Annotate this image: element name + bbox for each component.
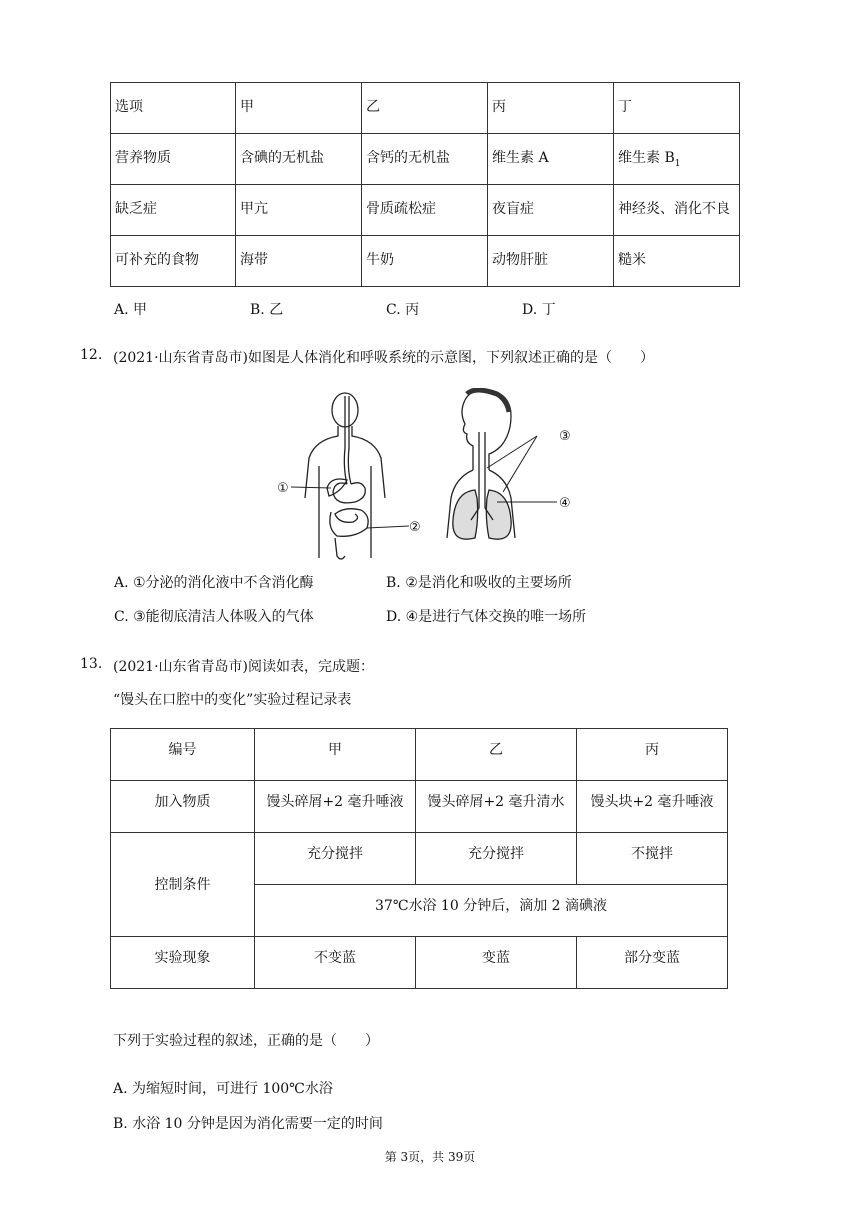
label-3: ③ [559, 429, 571, 444]
table-cell: 馒头碎屑+2 毫升清水 [416, 781, 577, 833]
table-row [111, 134, 740, 185]
table-cell: 牛奶 [362, 236, 488, 287]
digestive-respiratory-figure [275, 388, 585, 568]
table-cell: 含钙的无机盐 [362, 134, 488, 185]
table-row [111, 937, 728, 989]
page-footer: 第 3页，共 39页 [384, 1150, 476, 1164]
table-title: “馒头在口腔中的变化”实验过程记录表 [113, 692, 352, 708]
table-cell: 丁 [614, 83, 740, 134]
table-cell: 骨质疏松症 [362, 185, 488, 236]
table-cell: 馒头块+2 毫升唾液 [577, 781, 728, 833]
table-cell: 动物肝脏 [488, 236, 614, 287]
table-cell: 不变蓝 [255, 937, 416, 989]
table-row [111, 833, 728, 885]
table-cell: 控制条件 [111, 833, 255, 937]
option-d: D. 丁 [522, 302, 556, 318]
label-1: ① [277, 481, 289, 496]
table-cell: 部分变蓝 [577, 937, 728, 989]
table-cell [614, 134, 740, 185]
option-b: B. 乙 [250, 302, 284, 318]
table-cell: 不搅拌 [577, 833, 728, 885]
table-cell: 选项 [111, 83, 236, 134]
option-a: A. 甲 [114, 302, 148, 318]
table-cell: 维生素 A [488, 134, 614, 185]
question-stem: (2021·山东省青岛市)阅读如表，完成题： [113, 659, 375, 675]
table-cell: 编号 [111, 729, 255, 781]
vitamin-b-label: 维生素 B [618, 150, 675, 166]
table-row [111, 185, 740, 236]
table-cell: 丙 [488, 83, 614, 134]
table-cell: 糙米 [614, 236, 740, 287]
option-b: B. 水浴 10 分钟是因为消化需要一定的时间 [113, 1116, 383, 1132]
table-cell: 馒头碎屑+2 毫升唾液 [255, 781, 416, 833]
table-row [111, 781, 728, 833]
option-a: A. ①分泌的消化液中不含消化酶 [114, 575, 314, 591]
question-number: 12. [80, 347, 103, 363]
table-cell: 含碘的无机盐 [236, 134, 362, 185]
table-cell: 充分搅拌 [255, 833, 416, 885]
table-cell: 神经炎、消化不良 [614, 185, 740, 236]
option-d: D. ④是进行气体交换的唯一场所 [386, 609, 587, 625]
table-cell: 缺乏症 [111, 185, 236, 236]
option-a: A. 为缩短时间，可进行 100℃水浴 [113, 1081, 333, 1097]
label-4: ④ [559, 496, 571, 511]
question-text: 下列于实验过程的叙述，正确的是（ ） [113, 1033, 379, 1049]
table-cell: 甲 [236, 83, 362, 134]
option-c: C. ③能彻底清洁人体吸入的气体 [114, 609, 314, 625]
table-cell: 乙 [416, 729, 577, 781]
subscript: 1 [674, 158, 681, 169]
table-cell: 甲 [255, 729, 416, 781]
table-cell: 乙 [362, 83, 488, 134]
table-cell: 可补充的食物 [111, 236, 236, 287]
question-stem: (2021·山东省青岛市)如图是人体消化和呼吸系统的示意图，下列叙述正确的是（ ） [113, 350, 655, 366]
experiment-table [110, 728, 728, 989]
table-cell: 丙 [577, 729, 728, 781]
table-cell: 实验现象 [111, 937, 255, 989]
table-row [111, 236, 740, 287]
question-number: 13. [80, 656, 103, 672]
table-cell: 营养物质 [111, 134, 236, 185]
table-cell: 海带 [236, 236, 362, 287]
table-row [111, 729, 728, 781]
nutrition-table [110, 82, 740, 287]
option-b: B. ②是消化和吸收的主要场所 [386, 575, 572, 591]
table-cell: 甲亢 [236, 185, 362, 236]
table-cell: 充分搅拌 [416, 833, 577, 885]
table-row [111, 83, 740, 134]
table-cell: 变蓝 [416, 937, 577, 989]
option-c: C. 丙 [386, 302, 420, 318]
label-2: ② [409, 520, 421, 535]
table-cell: 加入物质 [111, 781, 255, 833]
table-cell: 夜盲症 [488, 185, 614, 236]
table-cell: 37℃水浴 10 分钟后，滴加 2 滴碘液 [255, 885, 728, 937]
